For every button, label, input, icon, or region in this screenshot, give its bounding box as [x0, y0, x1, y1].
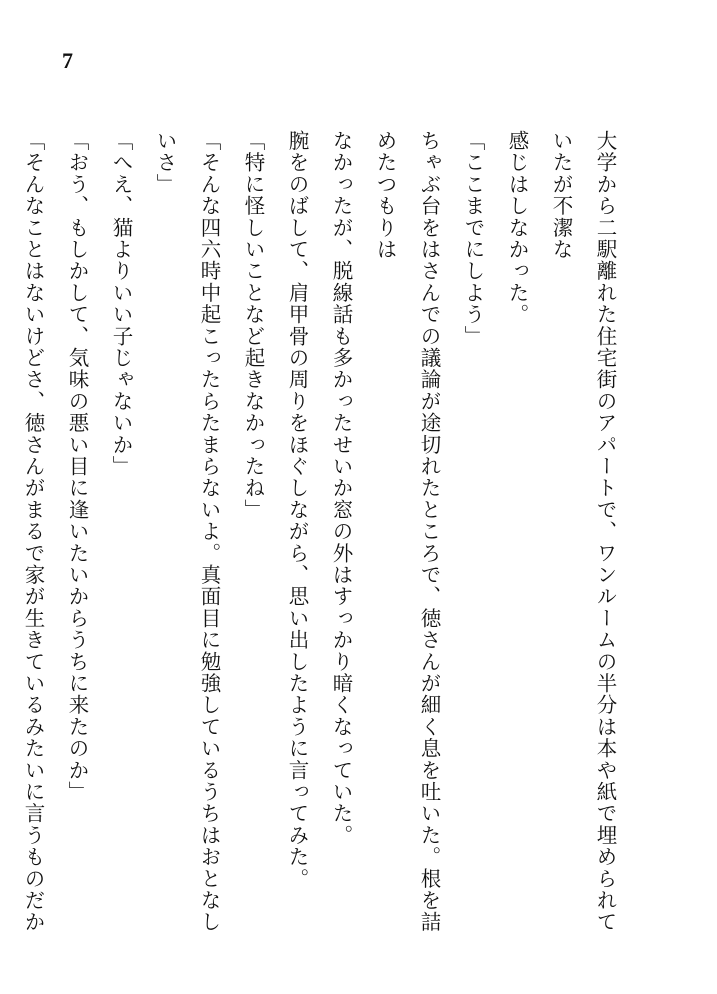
text-line: 「おう、もしかして、気味の悪い目に逢いたいからうちに来たのか」: [65, 130, 89, 803]
text-line: 「そんなことはないけどさ、徳さんがまるで家が生きているみたいに言うものだか: [21, 130, 45, 933]
text-line: なかったが、脱線話も多かったせいか窓の外はすっかり暗くなっていた。: [329, 130, 353, 847]
text-line: ちゃぶ台をはさんでの議論が途切れたところで、徳さんが細く息を吐いた。根を詰めたつもりは: [373, 130, 441, 933]
text-line: 「特に怪しいことなど起きなかったね」: [241, 130, 265, 521]
text-line: 腕をのばして、肩甲骨の周りをほぐしながら、思い出したように言ってみた。: [285, 130, 309, 890]
page-number: 7: [62, 48, 73, 73]
text-line: 「へえ、猫よりいい子じゃないか」: [109, 130, 133, 478]
text-line: 大学から二駅離れた住宅街のアパートで、ワンルームの半分は本や紙で埋められていたが不潔な: [549, 130, 617, 933]
text-line: 「ここまでにしよう」: [461, 130, 485, 347]
text-line: 「そんな四六時中起こったらたまらないよ。真面目に勉強しているうちはおとなしいさ」: [153, 130, 221, 933]
vertical-text-body: [21, 130, 627, 950]
text-line: 感じはしなかった。: [505, 130, 529, 326]
